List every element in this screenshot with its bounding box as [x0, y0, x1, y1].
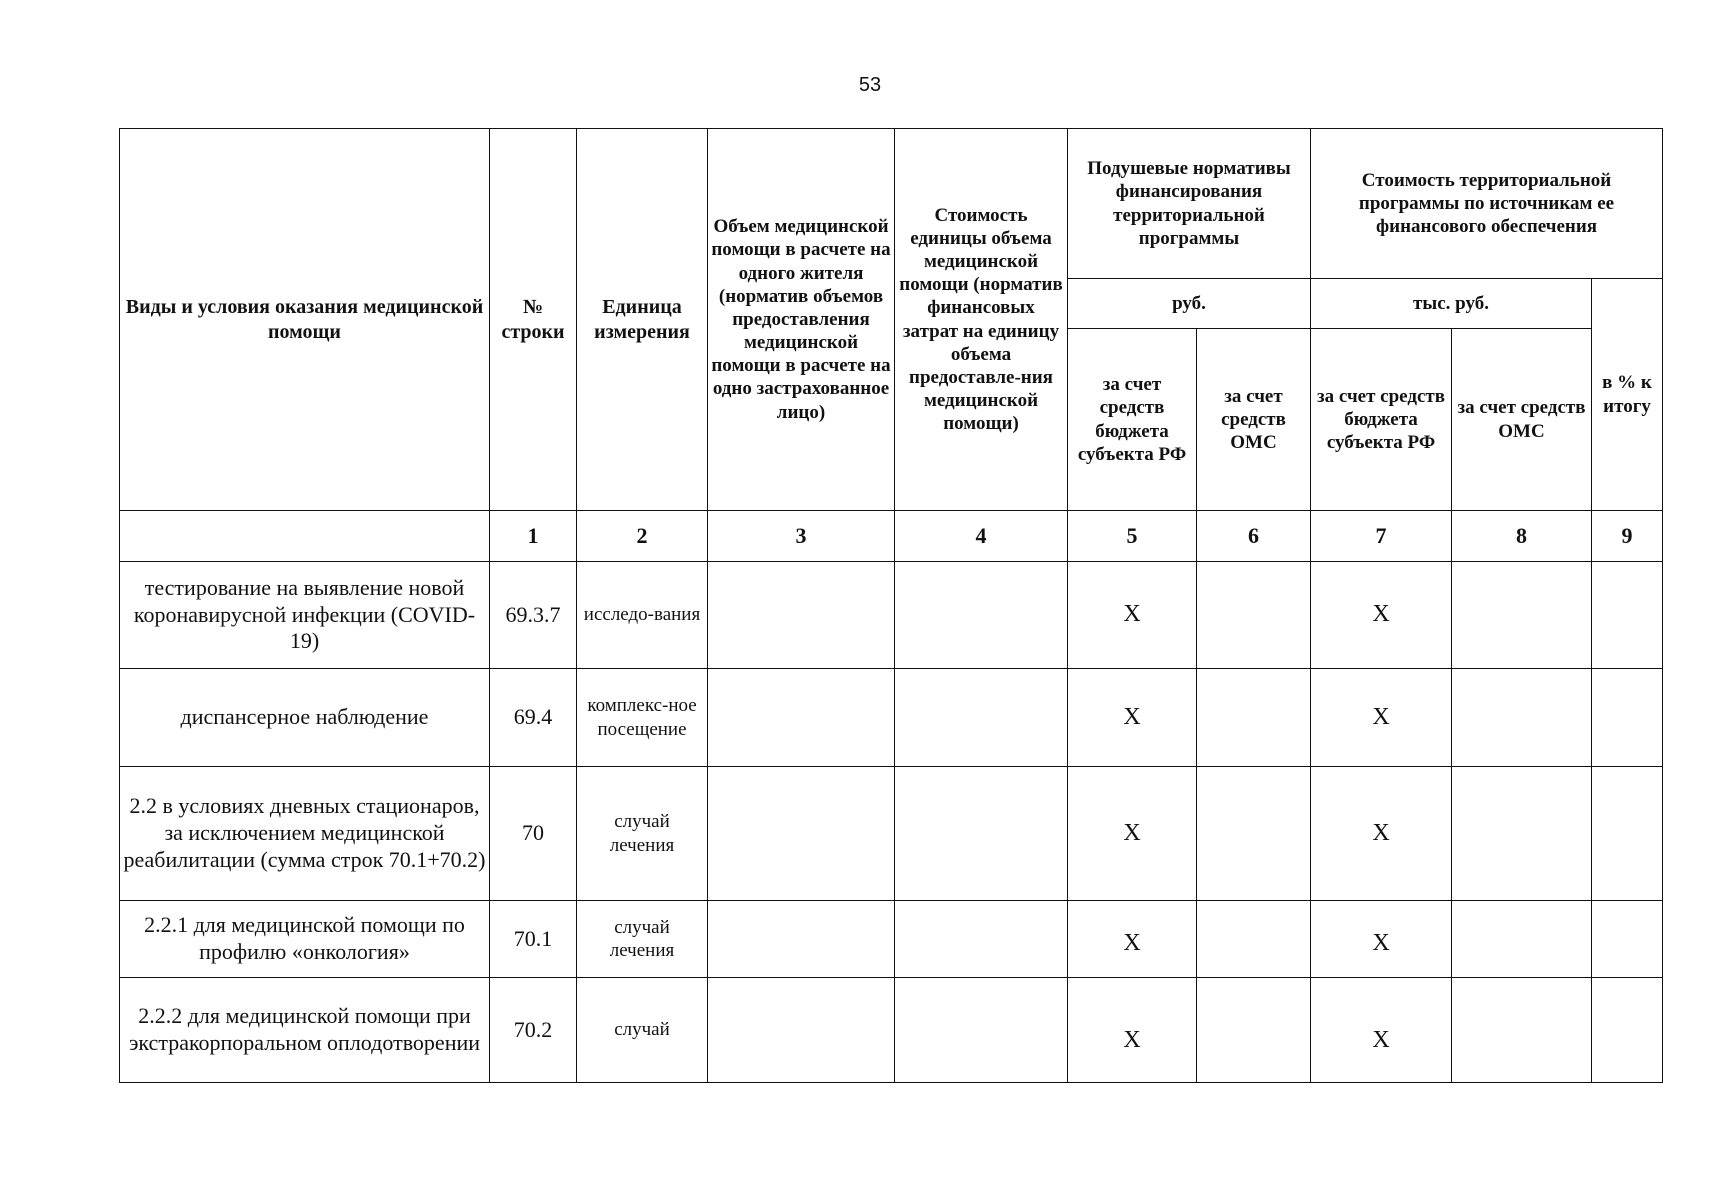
row-unit: исследо-вания [577, 562, 708, 669]
header-per-capita: Подушевые нормативы финансирования территориальной программы [1068, 129, 1311, 279]
header-type: Виды и условия оказания медицинской помощи [120, 129, 490, 511]
col-num-1: 1 [490, 511, 577, 562]
col-num-6: 6 [1197, 511, 1311, 562]
table-row [120, 562, 1663, 669]
row-c6 [1197, 669, 1311, 767]
row-c9 [1592, 669, 1663, 767]
row-c6 [1197, 562, 1311, 669]
table-row [120, 767, 1663, 901]
row-c5: X [1068, 978, 1197, 1083]
col-num-9: 9 [1592, 511, 1663, 562]
row-c4 [895, 562, 1068, 669]
col-num-0 [120, 511, 490, 562]
col-num-5: 5 [1068, 511, 1197, 562]
row-c4 [895, 767, 1068, 901]
col-num-2: 2 [577, 511, 708, 562]
row-line: 69.4 [490, 669, 577, 767]
header-line: № строки [490, 129, 577, 511]
row-unit: случай [577, 978, 708, 1083]
row-c6 [1197, 767, 1311, 901]
row-c6 [1197, 978, 1311, 1083]
header-cost: Стоимость единицы объема медицинской помощи (норматив финансовых затрат на единицу объема предоставле-ния медицинской помощи) [895, 129, 1068, 511]
row-c8 [1452, 562, 1592, 669]
header-budget-rf: за счет средств бюджета субъекта РФ [1068, 329, 1197, 511]
table-row [120, 901, 1663, 978]
col-num-7: 7 [1311, 511, 1452, 562]
row-c5: X [1068, 901, 1197, 978]
row-c8 [1452, 901, 1592, 978]
header-budget-rf-2: за счет средств бюджета субъекта РФ [1311, 329, 1452, 511]
row-desc: диспансерное наблюдение [120, 669, 490, 767]
row-c3 [708, 767, 895, 901]
header-thous-rub: тыс. руб. [1311, 279, 1592, 329]
row-c7: X [1311, 901, 1452, 978]
row-c8 [1452, 978, 1592, 1083]
header-volume: Объем медицинской помощи в расчете на одного жителя (норматив объемов предоставления медицинской помощи в расчете на одно застрахованное лицо) [708, 129, 895, 511]
header-oms-2: за счет средств ОМС [1452, 329, 1592, 511]
row-desc: 2.2.2 для медицинской помощи при экстракорпоральном оплодотворении [120, 978, 490, 1083]
row-c5: X [1068, 669, 1197, 767]
row-unit: случай лечения [577, 767, 708, 901]
row-c4 [895, 669, 1068, 767]
header-total-cost: Стоимость территориальной программы по источникам ее финансового обеспечения [1311, 129, 1663, 279]
row-c4 [895, 978, 1068, 1083]
row-line: 70.1 [490, 901, 577, 978]
row-line: 70.2 [490, 978, 577, 1083]
page-number: 53 [858, 74, 882, 96]
col-num-3: 3 [708, 511, 895, 562]
row-c5: X [1068, 562, 1197, 669]
row-c8 [1452, 767, 1592, 901]
row-line: 69.3.7 [490, 562, 577, 669]
row-unit: случай лечения [577, 901, 708, 978]
header-rub: руб. [1068, 279, 1311, 329]
header-oms: за счет средств ОМС [1197, 329, 1311, 511]
row-desc: 2.2.1 для медицинской помощи по профилю «онкология» [120, 901, 490, 978]
row-c9 [1592, 767, 1663, 901]
row-c8 [1452, 669, 1592, 767]
col-num-8: 8 [1452, 511, 1592, 562]
header-percent: в % к итогу [1592, 279, 1663, 511]
row-c9 [1592, 978, 1663, 1083]
header-unit: Единица измерения [577, 129, 708, 511]
row-line: 70 [490, 767, 577, 901]
row-c4 [895, 901, 1068, 978]
row-c3 [708, 901, 895, 978]
row-desc: 2.2 в условиях дневных стационаров, за исключением медицинской реабилитации (сумма строк 70.1+70.2) [120, 767, 490, 901]
row-c7: X [1311, 767, 1452, 901]
row-c3 [708, 562, 895, 669]
row-unit: комплекс-ное посещение [577, 669, 708, 767]
table-row [120, 669, 1663, 767]
row-c7: X [1311, 978, 1452, 1083]
row-c6 [1197, 901, 1311, 978]
row-c9 [1592, 901, 1663, 978]
financing-table [119, 128, 1663, 1083]
table-row [120, 978, 1663, 1083]
row-c7: X [1311, 562, 1452, 669]
row-c3 [708, 669, 895, 767]
row-c5: X [1068, 767, 1197, 901]
row-c9 [1592, 562, 1663, 669]
col-num-4: 4 [895, 511, 1068, 562]
row-c7: X [1311, 669, 1452, 767]
row-c3 [708, 978, 895, 1083]
row-desc: тестирование на выявление новой коронавирусной инфекции (COVID-19) [120, 562, 490, 669]
